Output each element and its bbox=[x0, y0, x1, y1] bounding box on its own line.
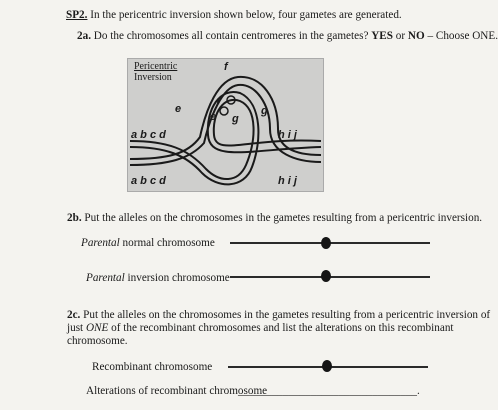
q2c-line2-pre: just bbox=[67, 322, 86, 334]
q2c-line1: Put the alleles on the chromosomes in the gametes resulting from a pericentric inversion of bbox=[80, 309, 491, 321]
centromere-dot bbox=[322, 360, 332, 372]
sp2-text: In the pericentric inversion shown below, four gametes are generated. bbox=[87, 9, 402, 21]
alleles-bottom-right: h i j bbox=[278, 175, 297, 187]
yes-option[interactable]: YES bbox=[371, 30, 393, 42]
alterations-label: Alterations of recombinant chromosome bbox=[86, 385, 268, 397]
allele-e-inner: e bbox=[210, 111, 217, 123]
recombinant-label: Recombinant chromosome bbox=[92, 361, 213, 373]
q2b-text: Put the alleles on the chromosomes in the gametes resulting from a pericentric inversion. bbox=[81, 212, 483, 224]
q2b-label: 2b. bbox=[67, 212, 82, 224]
allele-g-outer: g bbox=[261, 105, 268, 117]
alleles-top-left: a b c d bbox=[131, 129, 166, 141]
allele-f-inner: f bbox=[216, 97, 220, 109]
figure-title bbox=[134, 61, 177, 83]
pericentric-inversion-figure bbox=[127, 58, 324, 192]
q2a-tail: – Choose ONE. bbox=[424, 30, 498, 42]
q2c-label: 2c. bbox=[67, 309, 81, 321]
figure-title-line2: Inversion bbox=[134, 72, 172, 83]
question-2a bbox=[77, 30, 498, 43]
no-option[interactable]: NO bbox=[407, 30, 425, 42]
question-2c bbox=[67, 309, 490, 348]
parental-word: Parental bbox=[81, 237, 120, 249]
parental-word-2: Parental bbox=[86, 272, 125, 284]
centromere-dot bbox=[321, 270, 331, 282]
sp2-prompt bbox=[66, 9, 402, 22]
centromere-dot bbox=[321, 237, 331, 249]
alterations-answer-blank[interactable]: ________________________________. bbox=[238, 385, 420, 397]
q2a-text: Do the chromosomes all contain centromeres in the gametes? bbox=[93, 30, 369, 42]
sp2-label: SP2. bbox=[66, 9, 88, 21]
question-2b bbox=[67, 212, 482, 225]
q2a-label: 2a. bbox=[77, 30, 91, 42]
parental-inversion-label bbox=[86, 272, 230, 285]
alleles-top-right: h i j bbox=[278, 129, 297, 141]
alleles-bottom-left: a b c d bbox=[131, 175, 166, 187]
allele-f-outer: f bbox=[224, 61, 228, 73]
parental-normal-label bbox=[81, 237, 215, 250]
q2c-line2-post: of the recombinant chromosomes and list the alterations on this recombinant bbox=[108, 322, 454, 334]
allele-g-inner: g bbox=[232, 113, 239, 125]
parental-normal-rest: normal chromosome bbox=[119, 237, 215, 249]
q2a-or: or bbox=[392, 30, 408, 42]
figure-title-line1: Pericentric bbox=[134, 61, 178, 72]
q2c-line3: chromosome. bbox=[67, 335, 128, 347]
parental-inversion-rest: inversion chromosome bbox=[124, 272, 230, 284]
allele-e-outer: e bbox=[175, 103, 182, 115]
q2c-one: ONE bbox=[85, 322, 109, 334]
